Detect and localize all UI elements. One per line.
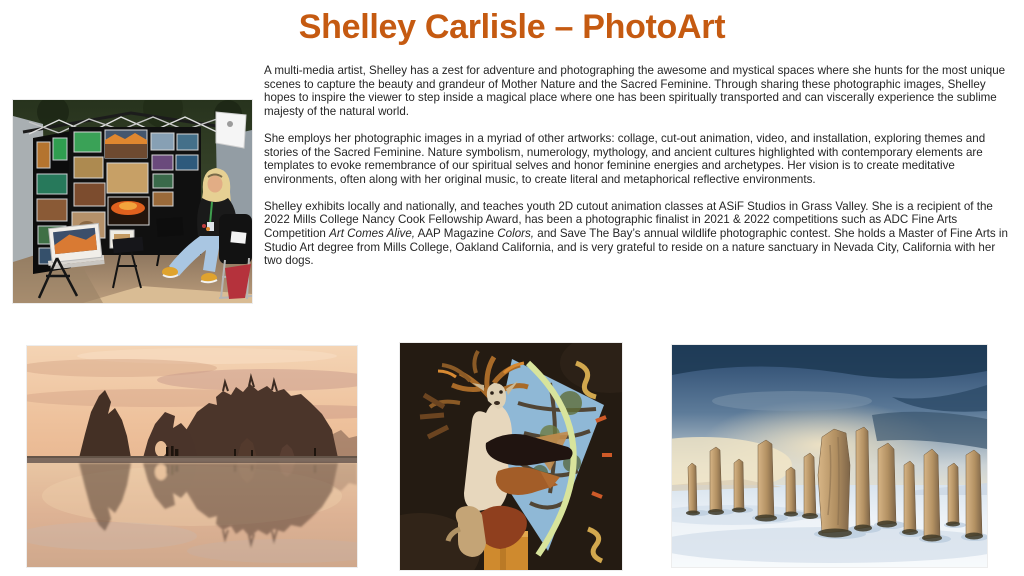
bio-text	[264, 64, 1014, 281]
collage-artwork-photo	[400, 343, 622, 570]
seastacks-illustration	[27, 346, 357, 567]
artist-booth-illustration	[13, 100, 252, 303]
bio-paragraph-1: A multi-media artist, Shelley has a zest for adventure and photographing the awesome and mystical spaces where she hunts for the most unique scenes to capture the beauty and grandeur of Mother Nature and the Sacred Feminine. Through sharing these photographic images, Shelley hopes to inspire the viewer to step inside a magical place where one has been spiritually transported and can viscerally experience the sublime majesty of the natural world.	[264, 64, 1006, 119]
standing-stones-illustration	[672, 345, 987, 567]
bio-paragraph-2: She employs her photographic images in a myriad of other artworks: collage, cut-out animation, video, and installation, exploring themes and stories of the Sacred Feminine. Nature symbolism, numerology, mythology, and ancient cultures highlighted with contemporary elements are templates to evoke remembrance of our spiritual selves and honor feminine energies and archetypes. Her vision is to create meditative environments, often along with her original music, to create literal and metaphorical reflective environments.	[264, 131, 986, 186]
collage-illustration	[400, 343, 622, 570]
standing-stones-photo	[672, 345, 987, 567]
seastacks-photo	[27, 346, 357, 567]
bio-paragraph-3: Shelley exhibits locally and nationally, and teaches youth 2D cutout animation classes at ASiF Studios in Grass Valley. She is a recipient of the 2022 Mills College Nancy Cook Fellowship Award, has been a photographic finalist in 2021 & 2022 competitions such as ADC Fine Arts Competition Art Comes Alive, AAP Magazine Colors, and Save The Bay’s annual wildlife photographic contest. She holds a Master of Fine Arts in Studio Art degree from Mills College, Oakland California, and is very grateful to reside on a nature sanctuary in Nevada City, California with her two dogs.	[264, 199, 1008, 268]
artist-booth-photo	[13, 100, 252, 303]
page-title: Shelley Carlisle – PhotoArt	[298, 8, 726, 46]
